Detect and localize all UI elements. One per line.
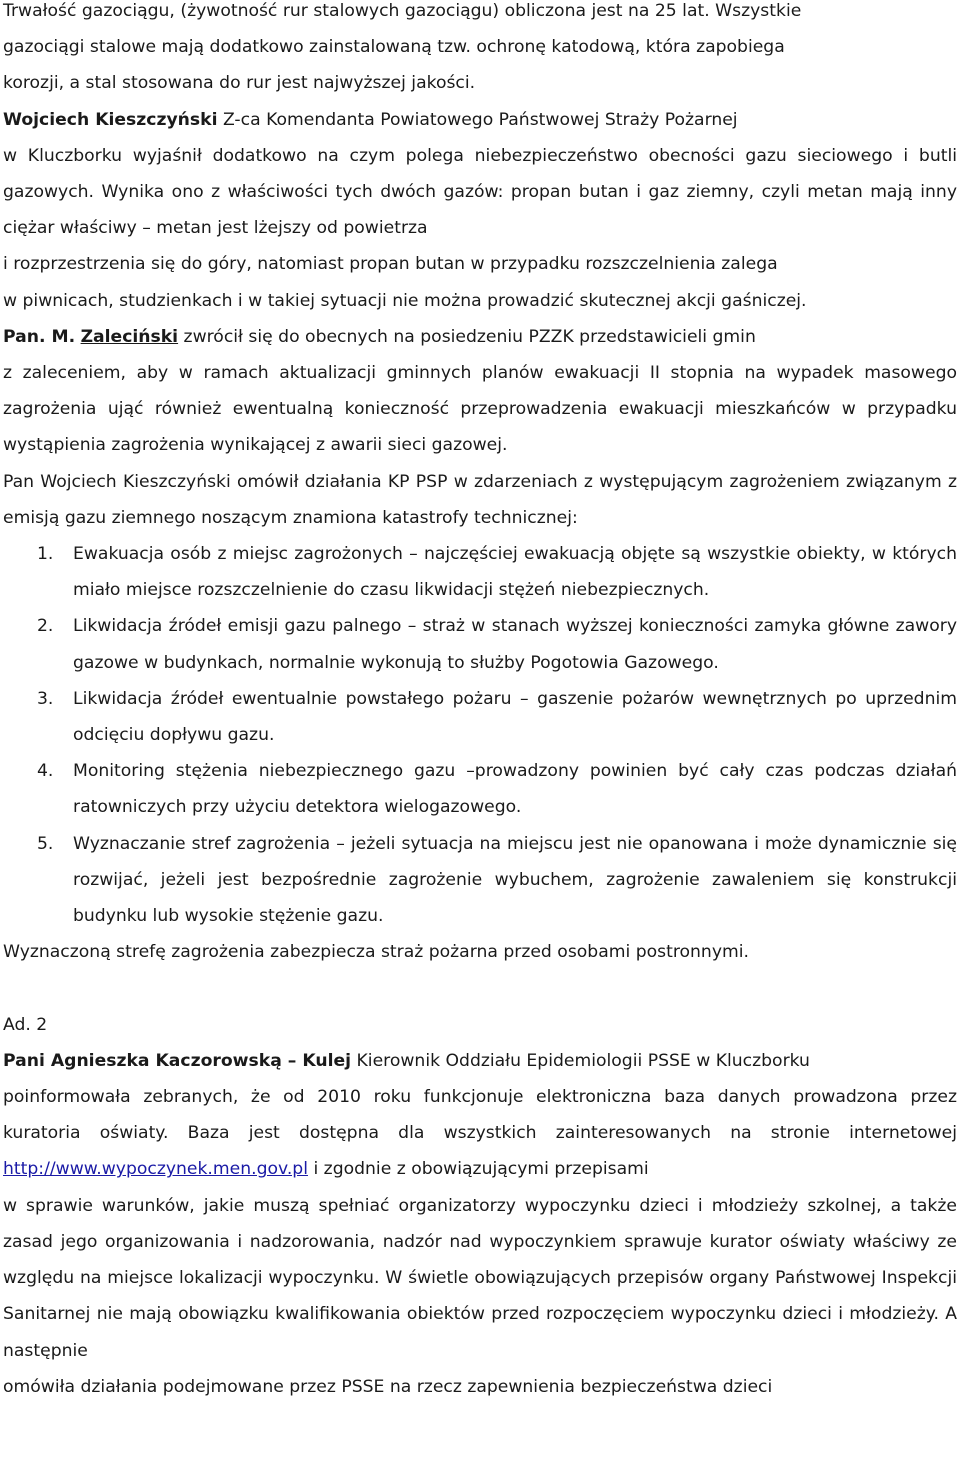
list-text: Likwidacja źródeł ewentualnie powstałego pożaru – gaszenie pożarów wewnętrznych po uprzednim odcięciu dopływu gazu. xyxy=(73,688,957,746)
speaker-role: Z-ca Komendanta Powiatowego Państwowej Straży Pożarnej xyxy=(217,109,738,130)
list-text: Ewakuacja osób z miejsc zagrożonych – najczęściej ewakuacją objęte są wszystkie obiekty, w których miało miejsce rozszczelnienie do czasu likwidacji stężeń niebezpiecznych. xyxy=(73,544,957,601)
wypoczynek-link[interactable]: http://www.wypoczynek.men.gov.pl xyxy=(3,1159,308,1180)
paragraph-pipeline-lifetime xyxy=(3,0,957,102)
list-item xyxy=(3,681,957,753)
list-number: 3. xyxy=(37,688,54,709)
paragraph-zalecinski-body: z zaleceniem, aby w ramach aktualizacji gminnych planów ewakuacji II stopnia na wypadek masowego zagrożenia ująć również ewentualną konieczność przeprowadzenia ewakuacji mieszkańców w przypadku wystąpienia zagrożenia wynikającej z awarii sieci gazowej. xyxy=(3,363,957,456)
list-number: 2. xyxy=(37,616,54,637)
speaker-role: Kierownik Oddziału Epidemiologii PSSE w Kluczborku xyxy=(351,1050,810,1071)
list-item xyxy=(3,536,957,608)
paragraph-text: zwrócił się do obecnych na posiedzeniu PZZK przedstawicieli gmin xyxy=(178,326,756,347)
paragraph-kieszczynski-body: w Kluczborku wyjaśnił dodatkowo na czym polega niebezpieczeństwo obecności gazu sieciowego i butli gazowych. Wynika ono z właściwości tych dwóch gazów: propan butan i gaz ziemny, czyli metan mają inny ciężar właściwy – metan jest lżejszy od powietrza xyxy=(3,145,957,239)
paragraph-kieszczynski-line: i rozprzestrzenia się do góry, natomiast propan butan w przypadku rozszczelnienia zalega xyxy=(3,254,778,275)
document-page xyxy=(3,0,957,1405)
paragraph-kaczorowska-body xyxy=(3,1079,957,1188)
list-number: 4. xyxy=(37,761,54,782)
text-line: gazociągi stalowe mają dodatkowo zainstalowaną tzw. ochronę katodową, która zapobiega xyxy=(3,37,785,58)
list-item xyxy=(3,608,957,680)
list-item xyxy=(3,826,957,935)
list-number: 1. xyxy=(37,544,54,565)
list-number: 5. xyxy=(37,833,54,854)
heading-ad2: Ad. 2 xyxy=(3,1014,48,1035)
list-text: Likwidacja źródeł emisji gazu palnego – straż w stanach wyższej konieczności zamyka główne zawory gazowe w budynkach, normalnie wykonują to służby Pogotowia Gazowego. xyxy=(73,616,957,673)
paragraph-danger-zone: Wyznaczoną strefę zagrożenia zabezpiecza straż pożarna przed osobami postronnymi. xyxy=(3,942,749,963)
paragraph-kaczorowska-line1 xyxy=(3,1043,957,1079)
paragraph-zalecinski-line1 xyxy=(3,319,957,355)
list-text: Wyznaczanie stref zagrożenia – jeżeli sytuacja na miejscu jest nie opanowana i może dynamicznie się rozwijać, jeżeli jest bezpośrednie zagrożenie wybuchem, zagrożenie zawaleniem się konstrukcji budynku lub wysokie stężenie gazu. xyxy=(73,833,957,927)
speaker-name: Pani Agnieszka Kaczorowską – Kulej xyxy=(3,1050,352,1071)
actions-list xyxy=(3,536,957,934)
blank-line xyxy=(3,970,957,1006)
paragraph-kaczorowska-last: omówiła działania podejmowane przez PSSE na rzecz zapewnienia bezpieczeństwa dzieci xyxy=(3,1376,773,1397)
speaker-name: Wojciech Kieszczyński xyxy=(3,109,218,130)
speaker-name: Zaleciński xyxy=(80,326,179,347)
list-item xyxy=(3,753,957,825)
paragraph-text: i zgodnie z obowiązującymi przepisami xyxy=(307,1159,649,1180)
list-text: Monitoring stężenia niebezpiecznego gazu –prowadzony powinien być cały czas podczas działań ratowniczych przy użyciu detektora wielogazowego. xyxy=(73,761,957,818)
paragraph-kieszczynski-tail: w piwnicach, studzienkach i w takiej sytuacji nie można prowadzić skutecznej akcji gaśniczej. xyxy=(3,290,807,311)
text-line: Trwałość gazociągu, (żywotność rur stalowych gazociągu) obliczona jest na 25 lat. Wszystkie xyxy=(3,1,802,21)
text-line: korozji, a stal stosowana do rur jest najwyższej jakości. xyxy=(3,73,476,94)
speaker-prefix: Pan. M. xyxy=(3,326,76,347)
paragraph-text: poinformowała zebranych, że od 2010 roku funkcjonuje elektroniczna baza danych prowadzona przez kuratoria oświaty. Baza jest dostępna dla wszystkich zainteresowanych na stronie internetowej xyxy=(3,1087,957,1144)
paragraph-kp-psp-actions: Pan Wojciech Kieszczyński omówił działania KP PSP w zdarzeniach z występującym zagrożeniem związanym z emisją gazu ziemnego noszącym znamiona katastrofy technicznej: xyxy=(3,471,957,528)
paragraph-kieszczynski-line1 xyxy=(3,102,957,138)
paragraph-kaczorowska-rest: w sprawie warunków, jakie muszą spełniać organizatorzy wypoczynku dzieci i młodzieży szkolnej, a także zasad jego organizowania i nadzorowania, nadzór nad wypoczynkiem sprawuje kurator oświaty właściwy ze względu na miejsce lokalizacji wypoczynku. W świetle obowiązujących przepisów organy Państwowej Inspekcji Sanitarnej nie mają obowiązku kwalifikowania obiektów przed rozpoczęciem wypoczynku dzieci i młodzieży. A następnie xyxy=(3,1195,957,1361)
